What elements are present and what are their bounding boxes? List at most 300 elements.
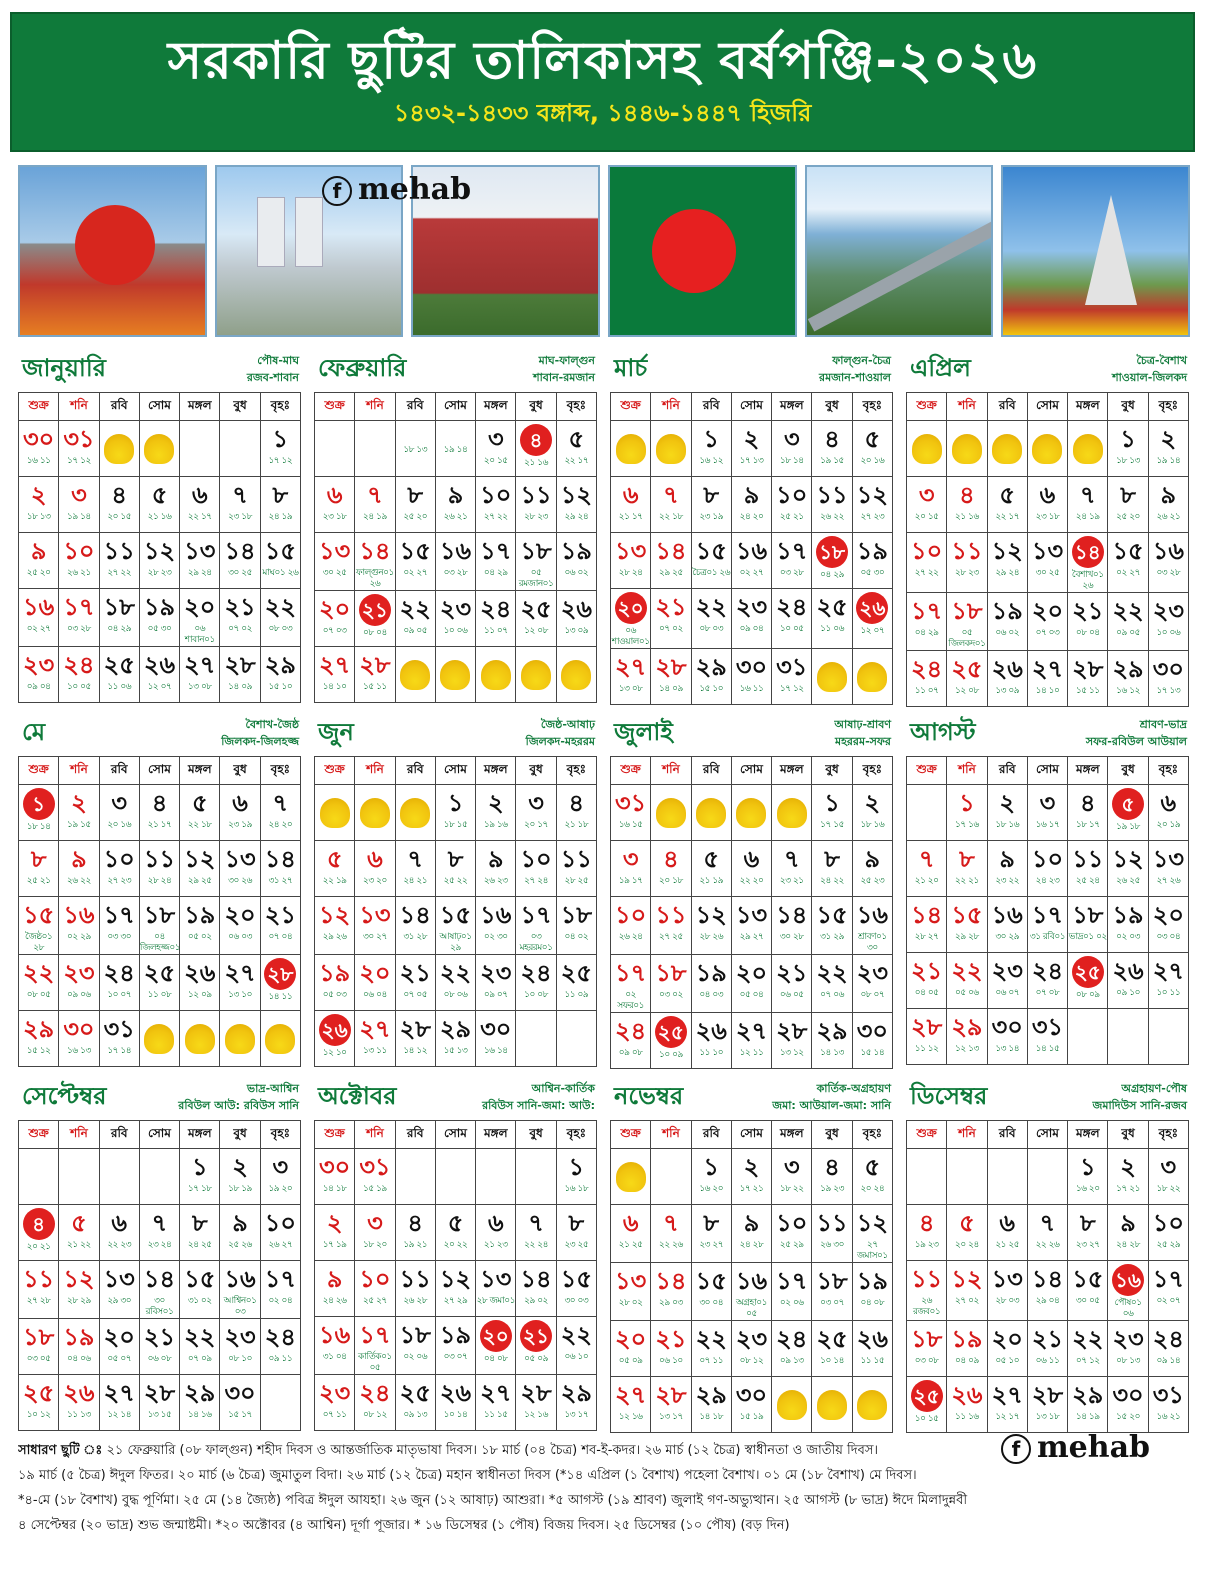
day-cell <box>516 1205 556 1261</box>
day-number: ৫ <box>326 845 343 873</box>
holiday-day-number: ২১ <box>359 594 391 626</box>
day-subdates: ১০ ০৮ <box>524 990 548 1000</box>
empty-cell <box>556 1011 596 1067</box>
weekday-header: বুধ <box>812 757 852 785</box>
weekday-header: মঙ্গল <box>1068 393 1108 421</box>
day-cell <box>852 785 892 841</box>
day-cell <box>220 1205 260 1261</box>
day-subdates: ১২ ১৬ <box>618 1412 643 1422</box>
week-row <box>611 1013 893 1069</box>
day-subdates: ০৫ ০৯ <box>524 1354 548 1364</box>
day-number: ১২ <box>1112 845 1144 873</box>
day-cell <box>19 1375 59 1431</box>
day-cell <box>220 1261 260 1319</box>
empty-cell <box>516 1011 556 1067</box>
week-row <box>315 591 597 647</box>
day-number: ৩ <box>528 789 544 817</box>
day-number: ২৪ <box>359 1379 391 1407</box>
empty-cell <box>355 421 395 477</box>
day-number: ৫ <box>191 789 208 817</box>
week-row <box>611 1321 893 1377</box>
day-cell <box>99 1205 139 1261</box>
day-subdates: ২০ ১৬ <box>860 456 885 466</box>
day-cell <box>180 785 220 841</box>
day-number: ৫ <box>447 1209 464 1237</box>
day-number: ৯ <box>30 537 47 565</box>
day-cell <box>611 1205 651 1263</box>
day-number: ২১ <box>399 959 431 987</box>
day-cell <box>1068 1149 1108 1205</box>
day-cell <box>1108 593 1148 651</box>
weekday-header: শনি <box>355 1121 395 1149</box>
day-subdates: ১৩ ১৭ <box>564 1410 589 1420</box>
day-number: ১৩ <box>359 901 391 929</box>
empty-cell <box>139 1149 179 1205</box>
week-row <box>19 1261 301 1319</box>
day-subdates: ১০ ০৫ <box>779 624 804 634</box>
day-cell <box>59 955 99 1011</box>
month-subtitle <box>482 1080 595 1114</box>
day-subdates: ১৯ ১৪ <box>1156 456 1181 466</box>
day-number: ১ <box>703 425 719 453</box>
day-cell <box>1148 1377 1188 1433</box>
day-number: ১২ <box>560 481 592 509</box>
day-number: ২৪ <box>1031 957 1064 985</box>
day-cell <box>355 1149 395 1205</box>
month-subtitle <box>772 1080 891 1114</box>
day-subdates: ৩১ ০২ <box>187 1296 212 1306</box>
month-block <box>906 1078 1189 1430</box>
day-cell <box>691 589 731 649</box>
day-subdates: বৈশাখ০১ ২৬ <box>1071 570 1104 591</box>
day-cell <box>691 1263 731 1321</box>
page-title: সরকারি ছুটির তালিকাসহ বর্ষপঞ্জি-২০২৬ <box>167 31 1038 91</box>
lotus-cell <box>99 421 139 477</box>
day-number: ৩০ <box>1112 1381 1144 1409</box>
day-number: ৪ <box>111 481 127 509</box>
week-row <box>19 533 301 589</box>
day-cell <box>139 477 179 533</box>
day-subdates: ২১ ২২ <box>67 1240 91 1250</box>
day-subdates: ১৯ ১৫ <box>820 456 844 466</box>
day-number: ১৩ <box>480 1265 512 1293</box>
day-subdates: ২৯ ২৫ <box>659 568 683 578</box>
day-number: ১৬ <box>63 901 95 929</box>
weekday-header: মঙ্গল <box>180 757 220 785</box>
day-number: ১১ <box>399 1265 431 1293</box>
week-row <box>907 533 1189 593</box>
lotus-cell <box>651 421 691 477</box>
day-cell <box>59 897 99 955</box>
watermark <box>322 172 471 207</box>
day-cell <box>260 841 300 897</box>
weekday-header: শুক্র <box>907 393 947 421</box>
day-number: ১৩ <box>184 537 216 565</box>
day-number: ১৪ <box>655 537 687 565</box>
day-number: ২৭ <box>1152 957 1184 985</box>
month-table <box>906 1120 1189 1433</box>
week-row <box>315 1205 597 1261</box>
day-subdates: ০৫ ০৯ <box>618 1356 643 1366</box>
holiday-day-number: ৫ <box>1112 788 1144 820</box>
week-row <box>315 1375 597 1431</box>
day-number: ১২ <box>184 845 216 873</box>
weekday-header-row <box>19 757 301 785</box>
day-subdates: ৩০ ২৫ <box>322 568 347 578</box>
day-subdates: ২৪ ২৫ <box>187 1240 212 1250</box>
day-number: ৩০ <box>735 653 768 681</box>
month-block <box>610 350 893 702</box>
day-cell <box>556 785 596 841</box>
weekday-header: সোম <box>1027 393 1067 421</box>
day-subdates: ১৭ ১৯ <box>322 1240 347 1250</box>
day-subdates: ১৩ ১৮ <box>1035 1412 1060 1422</box>
day-number: ১৩ <box>615 537 647 565</box>
day-number: ২ <box>999 789 1015 817</box>
lotus-icon <box>857 662 887 692</box>
weekday-header: সোম <box>1027 757 1067 785</box>
day-subdates: ২৪ ২৮ <box>739 1240 764 1250</box>
month-header <box>314 350 597 392</box>
day-subdates: ১৮ ১৭ <box>1075 820 1100 830</box>
day-subdates: ১৯ ১৬ <box>483 820 508 830</box>
day-subdates: ০৯ ০৪ <box>26 682 51 692</box>
day-cell <box>99 647 139 703</box>
day-subdates: ২৮ ২৩ <box>955 568 979 578</box>
day-subdates: ১৫ ১১ <box>363 682 387 692</box>
day-number: ১৪ <box>911 901 943 929</box>
day-subdates: ০৯ ১৩ <box>779 1356 804 1366</box>
day-cell <box>812 477 852 533</box>
lotus-icon <box>912 434 942 464</box>
day-subdates: ০৬ শাবান০১ <box>184 624 215 645</box>
empty-cell <box>907 1149 947 1205</box>
holiday-day-number: ২১ <box>520 1320 552 1352</box>
lotus-cell <box>907 421 947 477</box>
bangla-months: ভাদ্র-আশ্বিন <box>246 1082 299 1095</box>
day-number: ১৭ <box>911 597 943 625</box>
day-number: ২৭ <box>615 1381 647 1409</box>
hijri-months: জিলকদ-জিলহজ্জ <box>221 735 299 748</box>
day-number: ৭ <box>783 845 800 873</box>
day-cell <box>731 477 771 533</box>
day-number: ২৮ <box>520 1379 552 1407</box>
day-subdates: ০২ ০৪ <box>268 1296 293 1306</box>
day-subdates: ২৭ জমাস০১ <box>856 1240 888 1261</box>
day-cell <box>435 785 475 841</box>
day-subdates: ০৮ ০৩ <box>699 624 724 634</box>
day-subdates: ৩০ ২৮ <box>779 932 804 942</box>
day-cell <box>1148 1149 1188 1205</box>
day-subdates: ১৯ ২৩ <box>820 1184 844 1194</box>
day-subdates: ০৬ ০৩ <box>228 932 252 942</box>
month-name: জানুয়ারি <box>22 354 106 382</box>
day-subdates: ০৪ ০৯ <box>955 1356 979 1366</box>
day-cell <box>220 841 260 897</box>
month-header <box>610 1078 893 1120</box>
day-cell <box>476 1261 516 1317</box>
day-cell <box>395 955 435 1011</box>
day-number: ২৯ <box>184 1379 216 1407</box>
day-subdates: ০৯ ১০ <box>1116 988 1140 998</box>
day-cell <box>355 477 395 533</box>
day-number: ৮ <box>703 481 719 509</box>
day-subdates: ২৪ ১৯ <box>363 512 387 522</box>
day-cell <box>476 533 516 591</box>
day-subdates: ০৫ ৩০ <box>860 568 885 578</box>
day-subdates: ১২ ০৭ <box>860 626 885 636</box>
day-cell <box>947 785 987 841</box>
day-cell <box>611 1321 651 1377</box>
day-cell <box>947 1377 987 1433</box>
lotus-icon <box>440 660 470 690</box>
weekday-header: বুধ <box>1108 393 1148 421</box>
day-subdates: ১১ ০৭ <box>914 686 939 696</box>
day-cell <box>556 1317 596 1375</box>
day-subdates: ১৮ ১৩ <box>403 445 428 455</box>
day-subdates: ২১ ১৭ <box>618 512 643 522</box>
day-number: ২৩ <box>439 595 472 623</box>
day-cell <box>947 651 987 707</box>
lotus-cell <box>139 421 179 477</box>
day-subdates: ২১ ১৬ <box>524 458 548 468</box>
day-cell <box>907 1261 947 1321</box>
day-cell <box>812 1149 852 1205</box>
day-subdates: ১৫ ১৯ <box>739 1412 764 1422</box>
day-number: ৬ <box>999 1209 1015 1237</box>
day-subdates: ১৮ ১৪ <box>26 822 51 832</box>
day-number: ৯ <box>447 481 464 509</box>
day-cell <box>1108 651 1148 707</box>
day-number: ১৫ <box>439 901 472 929</box>
day-number: ১৬ <box>991 901 1023 929</box>
day-cell <box>772 1321 812 1377</box>
day-cell <box>1148 841 1188 897</box>
day-subdates: ২৮ ২৪ <box>618 568 643 578</box>
day-cell <box>611 897 651 955</box>
holiday-day-number: ২৫ <box>911 1380 943 1412</box>
day-number: ২৭ <box>991 1381 1023 1409</box>
lotus-cell <box>611 1149 651 1205</box>
day-number: ৬ <box>1160 789 1177 817</box>
week-row <box>19 1149 301 1205</box>
day-cell <box>516 421 556 477</box>
bangla-months: অগ্রহায়ণ-পৌষ <box>1121 1082 1187 1095</box>
day-subdates: ১৪ ১০ <box>322 682 347 692</box>
day-subdates: ২১ ২৩ <box>483 1240 508 1250</box>
day-number: ২ <box>326 1209 343 1237</box>
day-subdates: ০৩ ২৮ <box>1156 568 1181 578</box>
lotus-icon <box>817 1390 847 1420</box>
day-cell <box>99 1319 139 1375</box>
day-subdates: ২৫ ২০ <box>403 512 428 522</box>
week-row <box>19 841 301 897</box>
day-number: ১১ <box>816 481 848 509</box>
day-cell <box>180 1319 220 1375</box>
day-cell <box>731 841 771 897</box>
day-subdates: ২২ ১৭ <box>187 512 212 522</box>
day-subdates: ২৮ ২৩ <box>147 568 172 578</box>
empty-cell <box>947 1149 987 1205</box>
day-number: ২৬ <box>143 651 176 679</box>
day-cell <box>476 841 516 897</box>
day-cell <box>772 955 812 1013</box>
weekday-header: মঙ্গল <box>772 393 812 421</box>
day-subdates: ১১ ০৬ <box>107 682 132 692</box>
day-subdates: ২১ ২৫ <box>995 1240 1020 1250</box>
day-subdates: ০৩ ০৮ <box>914 1356 939 1366</box>
lotus-cell <box>1027 421 1067 477</box>
day-number: ১২ <box>439 1265 472 1293</box>
day-number: ২৩ <box>735 593 768 621</box>
day-number: ২৪ <box>911 655 943 683</box>
day-number: ২২ <box>1112 597 1144 625</box>
weekday-header: শনি <box>947 393 987 421</box>
day-cell <box>947 477 987 533</box>
day-number: ২৫ <box>816 1325 848 1353</box>
day-number: ২২ <box>951 957 983 985</box>
day-cell <box>355 647 395 703</box>
weekday-header: বৃহঃ <box>260 393 300 421</box>
day-cell <box>556 477 596 533</box>
month-table <box>314 1120 597 1431</box>
day-cell <box>435 897 475 955</box>
day-cell <box>220 533 260 589</box>
day-cell <box>476 785 516 841</box>
empty-cell <box>220 421 260 477</box>
day-number: ১৫ <box>23 901 55 929</box>
month-table <box>18 392 301 703</box>
day-number: ৫ <box>959 1209 975 1237</box>
week-row <box>19 1011 301 1067</box>
day-number: ৩ <box>783 425 800 453</box>
lotus-icon <box>265 1024 295 1054</box>
month-table <box>610 392 893 705</box>
day-cell <box>987 477 1027 533</box>
day-cell <box>99 841 139 897</box>
day-cell <box>1148 1205 1188 1261</box>
day-number: ১৩ <box>1152 845 1184 873</box>
day-number: ১৩ <box>1031 537 1064 565</box>
day-subdates: ১৩ ১১ <box>363 1046 387 1056</box>
day-cell <box>852 1205 892 1263</box>
day-cell <box>611 533 651 589</box>
day-number: ৩০ <box>735 1381 768 1409</box>
day-subdates: ২৯ ০৩ <box>659 1298 683 1308</box>
day-number: ৮ <box>824 845 840 873</box>
day-cell <box>1068 593 1108 651</box>
day-cell <box>395 1375 435 1431</box>
bangla-months: আষাঢ়-শ্রাবণ <box>834 718 891 731</box>
day-subdates: ০৩ ২৮ <box>67 624 91 634</box>
day-number: ২ <box>743 425 760 453</box>
day-cell <box>852 589 892 649</box>
day-number: ২৬ <box>991 655 1023 683</box>
day-subdates: ১৫ ১০ <box>699 684 724 694</box>
lotus-icon <box>185 1024 215 1054</box>
day-number: ১৪ <box>776 901 808 929</box>
day-number: ২৬ <box>560 595 592 623</box>
day-cell <box>947 593 987 651</box>
day-number: ৮ <box>272 481 289 509</box>
week-row <box>907 593 1189 651</box>
day-number: ৬ <box>487 1209 504 1237</box>
day-cell <box>516 785 556 841</box>
day-number: ৪ <box>568 789 585 817</box>
day-cell <box>260 955 300 1011</box>
day-subdates: ০৯ ১১ <box>268 1354 293 1364</box>
day-subdates: ২৭ ২৮ <box>26 1296 51 1306</box>
day-cell <box>1108 841 1148 897</box>
weekday-header: রবি <box>691 393 731 421</box>
day-number: ১৫ <box>951 901 983 929</box>
day-subdates: ০৭ ১২ <box>1075 1356 1100 1366</box>
day-number: ৭ <box>663 1209 679 1237</box>
day-cell <box>476 1011 516 1067</box>
day-cell <box>651 533 691 589</box>
day-subdates: ১৫ ১৯ <box>363 1184 387 1194</box>
day-cell <box>947 1261 987 1321</box>
day-subdates: ১৭ ২১ <box>739 1184 764 1194</box>
day-subdates: ১৪ ০৯ <box>228 682 252 692</box>
day-subdates: ২৬ ২২ <box>820 512 844 522</box>
day-number: ২২ <box>184 1323 216 1351</box>
day-subdates: ০৬ ০৭ <box>995 988 1020 998</box>
month-name: আগস্ট <box>910 718 976 746</box>
day-cell <box>691 1205 731 1263</box>
lotus-icon <box>616 1162 646 1192</box>
day-subdates: ২৯ ২৬ <box>322 932 347 942</box>
day-cell <box>139 1261 179 1319</box>
month-subtitle <box>533 352 595 386</box>
day-subdates: ২৮ ২৫ <box>564 876 589 886</box>
day-cell <box>852 1013 892 1069</box>
day-subdates: ২২ ২০ <box>739 876 764 886</box>
day-subdates: ২২ ১৭ <box>995 512 1020 522</box>
weekday-header: শনি <box>59 757 99 785</box>
weekday-header-row <box>315 1121 597 1149</box>
day-number: ২৬ <box>951 1381 983 1409</box>
day-number: ২৮ <box>359 651 391 679</box>
day-cell <box>220 1149 260 1205</box>
day-subdates: ০২ ২৭ <box>1116 568 1140 578</box>
day-subdates: ০৩ ২৮ <box>443 568 468 578</box>
day-subdates: ১৭ ১৬ <box>955 820 979 830</box>
weekday-header-row <box>907 757 1189 785</box>
day-subdates: ০৫ ০২ <box>187 932 212 942</box>
empty-cell <box>260 1375 300 1431</box>
day-cell <box>812 1013 852 1069</box>
calendar-grid <box>18 350 1190 1430</box>
lotus-cell <box>556 647 596 703</box>
day-cell <box>139 785 179 841</box>
day-number: ৪ <box>663 845 679 873</box>
day-cell <box>691 1149 731 1205</box>
day-number: ১৮ <box>103 593 135 621</box>
month-name: সেপ্টেম্বর <box>22 1082 107 1110</box>
day-cell <box>355 1205 395 1261</box>
day-subdates: ২৮ ২৭ <box>914 932 939 942</box>
weekday-header-row <box>315 393 597 421</box>
day-cell <box>556 1205 596 1261</box>
day-number: ৪ <box>824 1153 840 1181</box>
day-number: ১ <box>1079 1153 1096 1181</box>
day-cell <box>1027 1205 1067 1261</box>
bangla-months: কার্তিক-অগ্রহায়ণ <box>816 1082 891 1095</box>
day-cell <box>260 421 300 477</box>
week-row <box>611 1205 893 1263</box>
day-number: ১৭ <box>480 537 512 565</box>
